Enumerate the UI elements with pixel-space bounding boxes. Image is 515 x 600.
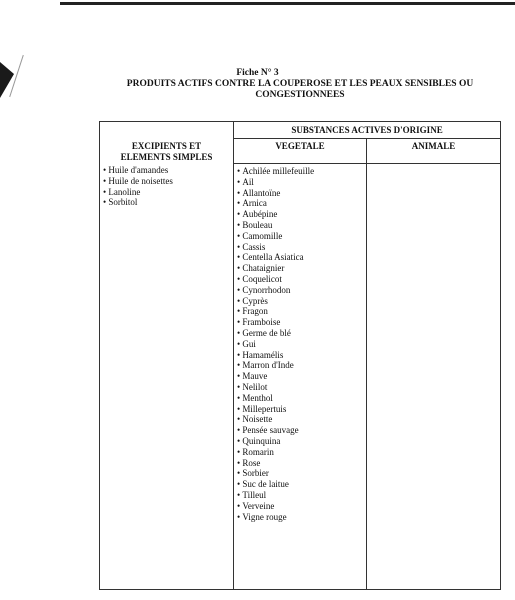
list-item: • Achilée millefeuille [237,166,366,177]
list-item: • Aubépine [237,209,366,220]
substances-table [99,121,501,590]
list-item: • Cynorrhodon [237,285,366,296]
scan-edge-top [60,2,515,5]
document-title [100,79,500,101]
list-item: • Noisette [237,414,366,425]
title-line-2: CONGESTIONNEES [255,90,345,100]
group-header: SUBSTANCES ACTIVES D'ORIGINE [234,122,501,139]
list-item: • Cyprès [237,296,366,307]
list-item: • Lanoline [103,187,233,198]
list-item: • Tilleul [237,490,366,501]
vegetale-header: VEGETALE [234,139,367,164]
title-line-1: PRODUITS ACTIFS CONTRE LA COUPEROSE ET LES PEAUX SENSIBLES OU [126,79,474,89]
excipients-header-line-2: ELEMENTS SIMPLES [120,152,213,162]
list-item: • Huile de noisettes [103,176,233,187]
list-item: • Vigne rouge [237,512,366,523]
list-item: • Menthol [237,393,366,404]
list-item: • Bouleau [237,220,366,231]
excipients-header [100,122,233,163]
list-item: • Arnica [237,198,366,209]
list-item: • Sorbier [237,468,366,479]
list-item: • Coquelicot [237,274,366,285]
list-item: • Suc de laitue [237,479,366,490]
vegetale-column [234,164,367,590]
animale-column [367,164,501,590]
excipients-header-line-1: EXCIPIENTS ET [131,141,202,151]
excipients-list [100,163,233,208]
list-item: • Pensée sauvage [237,425,366,436]
list-item: • Marron d'Inde [237,360,366,371]
list-item: • Ail [237,177,366,188]
excipients-column [100,122,234,590]
list-item: • Centella Asiatica [237,252,366,263]
list-item: • Millepertuis [237,404,366,415]
list-item: • Gui [237,339,366,350]
list-item: • Allantoïne [237,188,366,199]
animale-header: ANIMALE [367,139,501,164]
list-item: • Mauve [237,371,366,382]
list-item: • Verveine [237,501,366,512]
list-item: • Chataignier [237,263,366,274]
list-item: • Camomille [237,231,366,242]
list-item: • Cassis [237,242,366,253]
list-item: • Rose [237,458,366,469]
list-item: • Nelilot [237,382,366,393]
vegetale-list [234,164,366,522]
fiche-number: Fiche N° 3 [236,68,279,78]
list-item: • Sorbitol [103,197,233,208]
list-item: • Framboise [237,317,366,328]
list-item: • Fragon [237,306,366,317]
list-item: • Quinquina [237,436,366,447]
list-item: • Romarin [237,447,366,458]
list-item: • Hamamélis [237,350,366,361]
list-item: • Germe de blé [237,328,366,339]
animale-list [367,164,500,166]
list-item: • Huile d'amandes [103,165,233,176]
